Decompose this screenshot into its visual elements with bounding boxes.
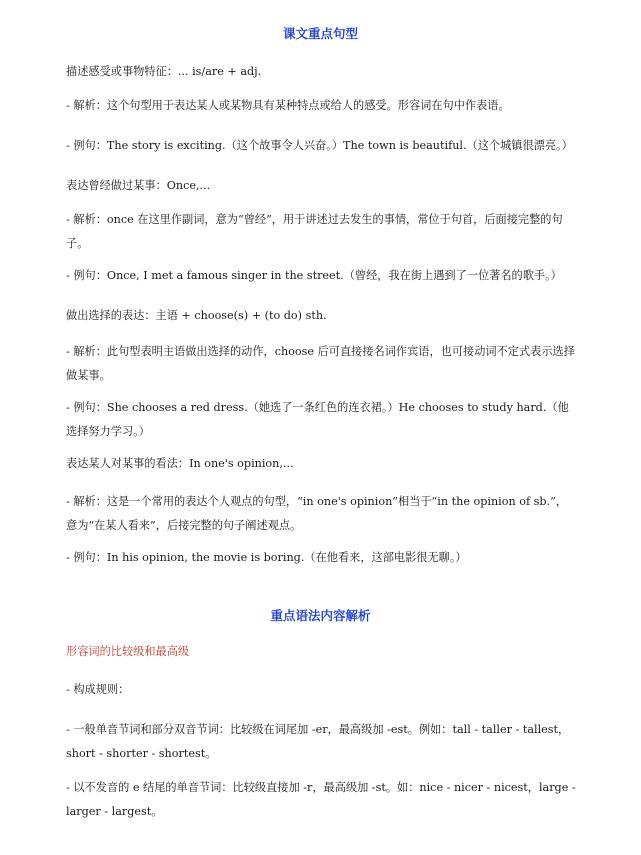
section-title-key-grammar: 重点语法内容解析: [270, 608, 371, 623]
rule-2: - 以不发音的 e 结尾的单音节词：比较级直接加 -r，最高级加 -st。如：nice - nicer - nicest，large - larger - largest。: [66, 781, 576, 818]
analysis-2: - 解析：once 在这里作副词，意为“曾经”，用于讲述过去发生的事情，常位于句首，后面接完整的句子。: [66, 213, 563, 250]
example-1: - 例句：The story is exciting.（这个故事令人兴奋。）The town is beautiful.（这个城镇很漂亮。）: [66, 139, 573, 152]
sentence-pattern-3: 做出选择的表达：主语 + choose(s) + (to do) sth.: [66, 309, 327, 322]
section-title-text-key-sentences: 课文重点句型: [282, 26, 358, 41]
sentence-pattern-1: 描述感受或事物特征：... is/are + adj.: [66, 65, 262, 78]
analysis-4: - 解析：这是一个常用的表达个人观点的句型，“in one's opinion”相当于“in the opinion of sb.”，意为“在某人看来”，后接完整的句子阐述观点。: [66, 495, 568, 532]
example-2: - 例句：Once, I met a famous singer in the street.（曾经，我在街上遇到了一位著名的歌手。）: [66, 269, 562, 282]
formation-rules-label: - 构成规则：: [66, 683, 130, 696]
grammar-subtitle: 形容词的比较级和最高级: [66, 645, 190, 658]
rule-1: - 一般单音节词和部分双音节词：比较级在词尾加 -er，最高级加 -est。例如：tall - taller - tallest，short - shorter - shortest。: [66, 723, 570, 760]
analysis-3: - 解析：此句型表明主语做出选择的动作，choose 后可直接接名词作宾语，也可接动词不定式表示选择做某事。: [66, 345, 575, 382]
analysis-1: - 解析：这个句型用于表达某人或某物具有某种特点或给人的感受。形容词在句中作表语。: [66, 99, 510, 112]
sentence-pattern-4: 表达某人对某事的看法：In one's opinion,...: [66, 457, 294, 470]
example-4: - 例句：In his opinion, the movie is boring.（在他看来，这部电影很无聊。）: [66, 551, 467, 564]
sentence-pattern-2: 表达曾经做过某事：Once,...: [66, 179, 211, 192]
example-3: - 例句：She chooses a red dress.（她选了一条红色的连衣裙。）He chooses to study hard.（他选择努力学习。）: [66, 401, 569, 438]
